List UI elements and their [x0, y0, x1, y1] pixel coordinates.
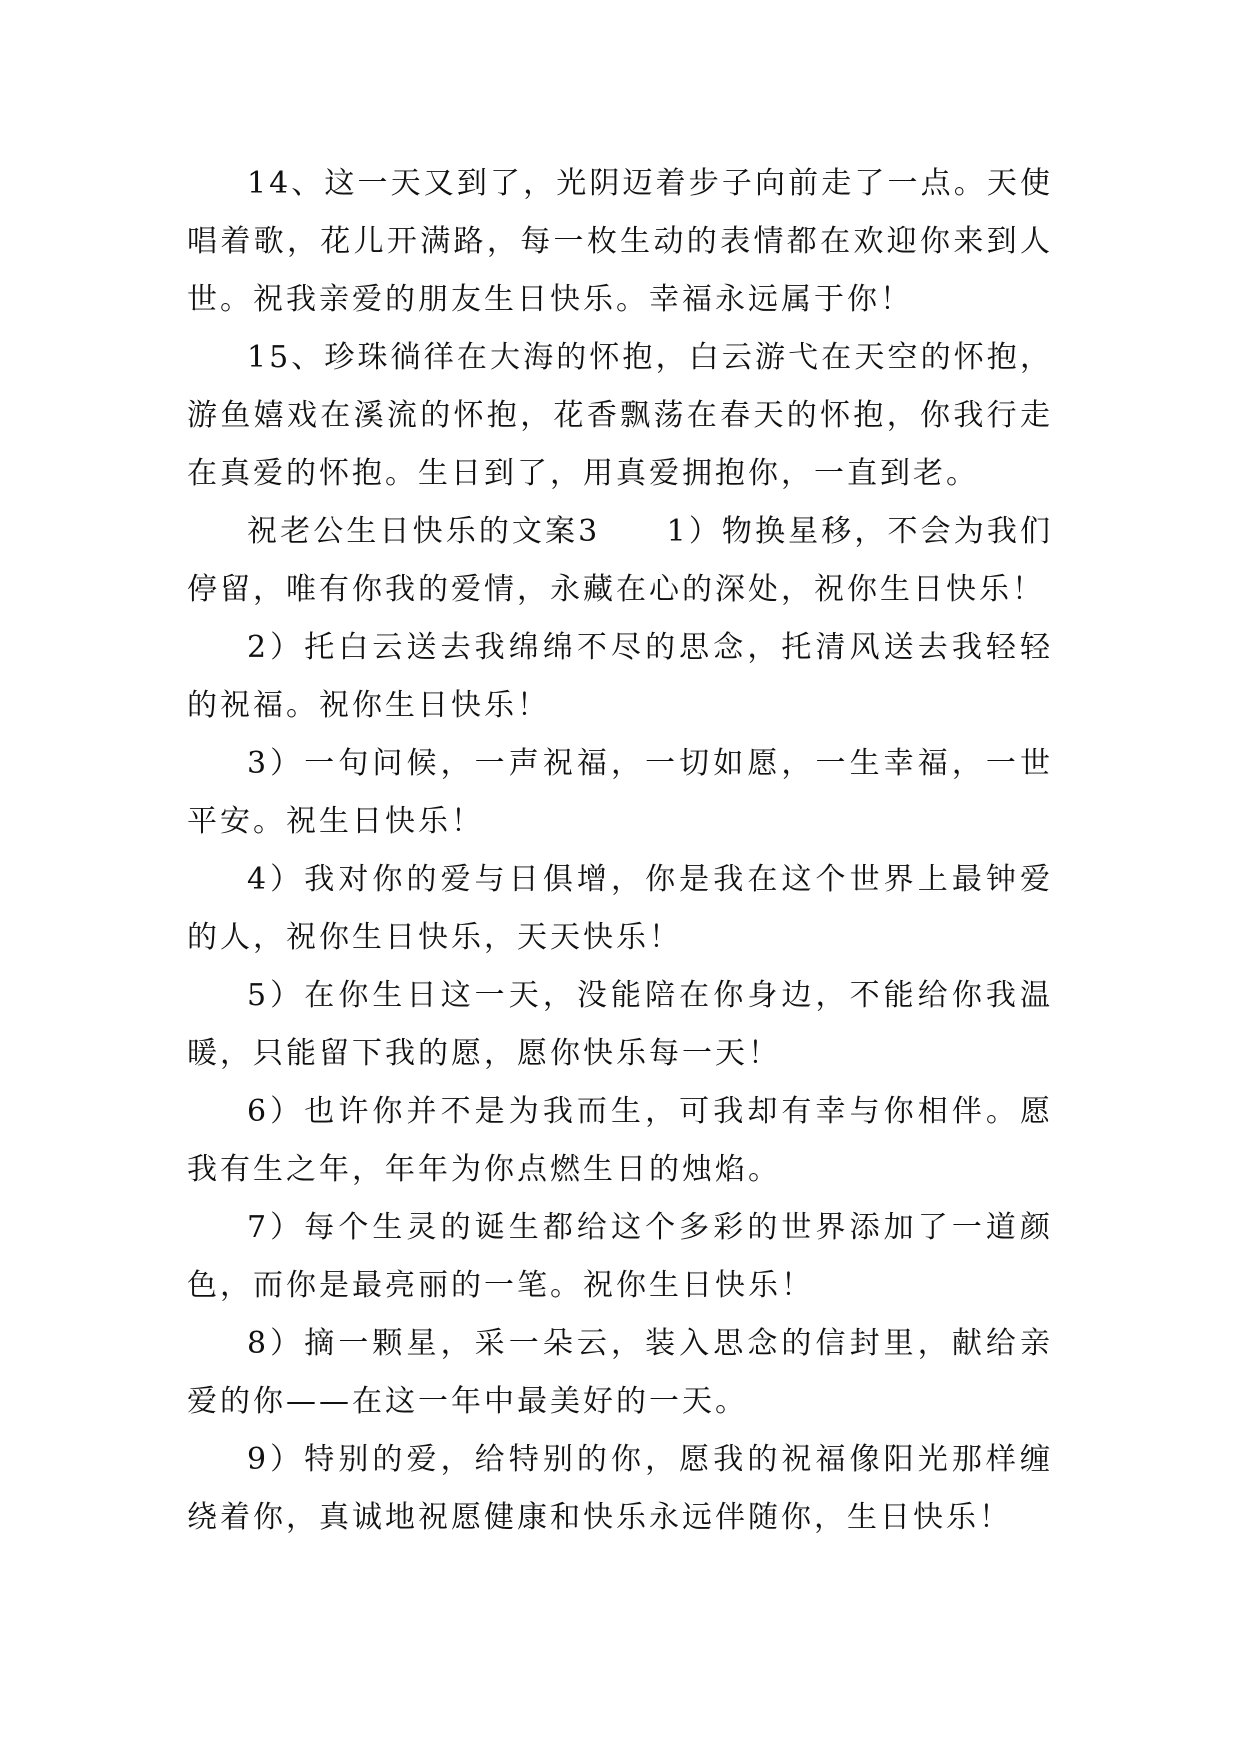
paragraph-section-3-item-1: 祝老公生日快乐的文案3 1）物换星移，不会为我们停留，唯有你我的爱情，永藏在心的深处，祝你生日快乐！ — [187, 514, 1053, 607]
paragraph-item-9: 9）特别的爱，给特别的你，愿我的祝福像阳光那样缠绕着你，真诚地祝愿健康和快乐永远伴随你，生日快乐！ — [187, 1442, 1053, 1535]
paragraph-item-8: 8）摘一颗星，采一朵云，装入思念的信封里，献给亲爱的你——在这一年中最美好的一天。 — [187, 1326, 1053, 1419]
document-body — [187, 155, 1053, 1547]
paragraph-item-7: 7）每个生灵的诞生都给这个多彩的世界添加了一道颜色，而你是最亮丽的一笔。祝你生日快乐！ — [187, 1210, 1053, 1303]
paragraph-item-5: 5）在你生日这一天，没能陪在你身边，不能给你我温暖，只能留下我的愿，愿你快乐每一天！ — [187, 978, 1053, 1071]
paragraph-item-6: 6）也许你并不是为我而生，可我却有幸与你相伴。愿我有生之年，年年为你点燃生日的烛焰。 — [187, 1094, 1053, 1187]
paragraph-15: 15、珍珠徜徉在大海的怀抱，白云游弋在天空的怀抱，游鱼嬉戏在溪流的怀抱，花香飘荡在春天的怀抱，你我行走在真爱的怀抱。生日到了，用真爱拥抱你，一直到老。 — [187, 340, 1053, 491]
paragraph-item-3: 3）一句问候，一声祝福，一切如愿，一生幸福，一世平安。祝生日快乐！ — [187, 746, 1053, 839]
paragraph-14: 14、这一天又到了，光阴迈着步子向前走了一点。天使唱着歌，花儿开满路，每一枚生动的表情都在欢迎你来到人世。祝我亲爱的朋友生日快乐。幸福永远属于你！ — [187, 166, 1053, 317]
paragraph-item-2: 2）托白云送去我绵绵不尽的思念，托清风送去我轻轻的祝福。祝你生日快乐！ — [187, 630, 1053, 723]
paragraph-item-4: 4）我对你的爱与日俱增，你是我在这个世界上最钟爱的人，祝你生日快乐，天天快乐！ — [187, 862, 1053, 955]
